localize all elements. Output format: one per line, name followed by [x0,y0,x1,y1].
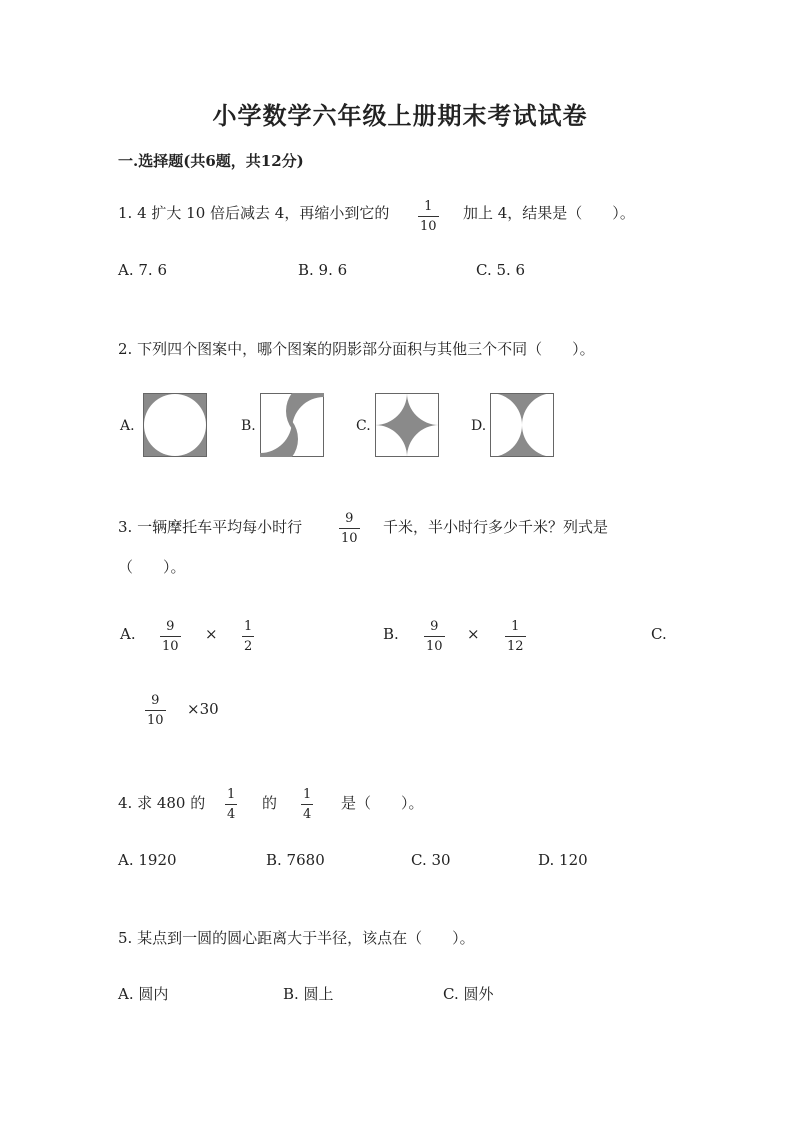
fraction-denominator: 12 [507,639,524,654]
question-3-option-b-fraction-2 [505,620,526,653]
question-2-label-d[interactable]: D. [471,418,487,434]
fraction-numerator: 9 [430,619,439,634]
question-2-label-c[interactable]: C. [356,418,371,434]
question-2-label-b[interactable]: B. [241,418,256,434]
figure-c-svg [375,393,439,457]
question-2-label-a[interactable]: A. [120,418,135,434]
question-4-option-d[interactable]: D. 120 [538,851,588,869]
question-3-option-c-tail: ×30 [187,700,219,718]
fraction-denominator: 2 [244,639,253,654]
question-5-text: 5. 某点到一圆的圆心距离大于半径，该点在（ ）。 [118,929,475,947]
fraction-numerator: 1 [511,619,520,634]
question-1-text: 1. 4 扩大 10 倍后减去 4，再缩小到它的 [118,204,390,222]
fraction-denominator: 10 [147,713,164,728]
question-3-option-a-fraction-1 [160,620,181,653]
question-3-option-c-label[interactable]: C. [651,625,667,643]
question-4-option-b[interactable]: B. 7680 [266,851,325,869]
figure-c-star[interactable] [375,393,439,457]
fraction-numerator: 9 [151,693,160,708]
question-4-option-a[interactable]: A. 1920 [118,851,177,869]
question-3-option-c-fraction [145,694,166,727]
fraction-denominator: 10 [420,219,437,234]
question-1-option-c[interactable]: C. 5. 6 [476,261,526,279]
fraction-denominator: 10 [341,531,358,546]
question-5-option-c[interactable]: C. 圆外 [443,985,494,1003]
question-3-option-b-operator: × [467,625,480,643]
question-5-option-b[interactable]: B. 圆上 [283,985,334,1003]
figure-d-side-arcs[interactable] [490,393,554,457]
figure-b-two-arcs[interactable] [260,393,324,457]
fraction-denominator: 10 [426,639,443,654]
question-4-text: 4. 求 480 的 [118,794,206,812]
fraction-denominator: 4 [303,807,312,822]
question-4-fraction-2 [301,788,313,821]
question-3-option-a-label[interactable]: A. [120,625,136,643]
section-heading: 一.选择题(共6题，共12分) [118,152,304,170]
question-4-fraction-1 [225,788,237,821]
figure-a-circle-in-square[interactable] [143,393,207,457]
question-3-option-a-operator: × [205,625,218,643]
question-1-option-a[interactable]: A. 7. 6 [118,261,167,279]
question-4-option-c[interactable]: C. 30 [411,851,451,869]
question-3-option-b-label[interactable]: B. [383,625,399,643]
question-1-text-tail: 加上 4，结果是（ ）。 [463,204,635,222]
figure-d-svg [490,393,554,457]
question-2-text: 2. 下列四个图案中，哪个图案的阴影部分面积与其他三个不同（ ）。 [118,340,595,358]
question-1-option-b[interactable]: B. 9. 6 [298,261,348,279]
question-3-text-line2: （ ）。 [118,558,186,576]
fraction-numerator: 9 [345,511,354,526]
fraction-denominator: 10 [162,639,179,654]
figure-a-circle [144,394,206,456]
fraction-numerator: 9 [166,619,175,634]
question-4-text-tail: 是（ ）。 [341,794,424,812]
question-3-text: 3. 一辆摩托车平均每小时行 [118,518,303,536]
fraction-denominator: 4 [227,807,236,822]
question-3-option-b-fraction-1 [424,620,445,653]
fraction-numerator: 1 [424,199,433,214]
figure-b-svg [260,393,324,457]
question-3-fraction [339,512,360,545]
figure-a-svg [143,393,207,457]
fraction-numerator: 1 [244,619,253,634]
question-1-fraction [418,200,439,233]
fraction-numerator: 1 [227,787,236,802]
question-5-option-a[interactable]: A. 圆内 [118,985,169,1003]
question-3-text-tail: 千米，半小时行多少千米？列式是 [383,518,609,536]
fraction-numerator: 1 [303,787,312,802]
question-3-option-a-fraction-2 [242,620,254,653]
question-4-text-mid: 的 [262,794,278,812]
page-title: 小学数学六年级上册期末考试试卷 [212,101,588,130]
